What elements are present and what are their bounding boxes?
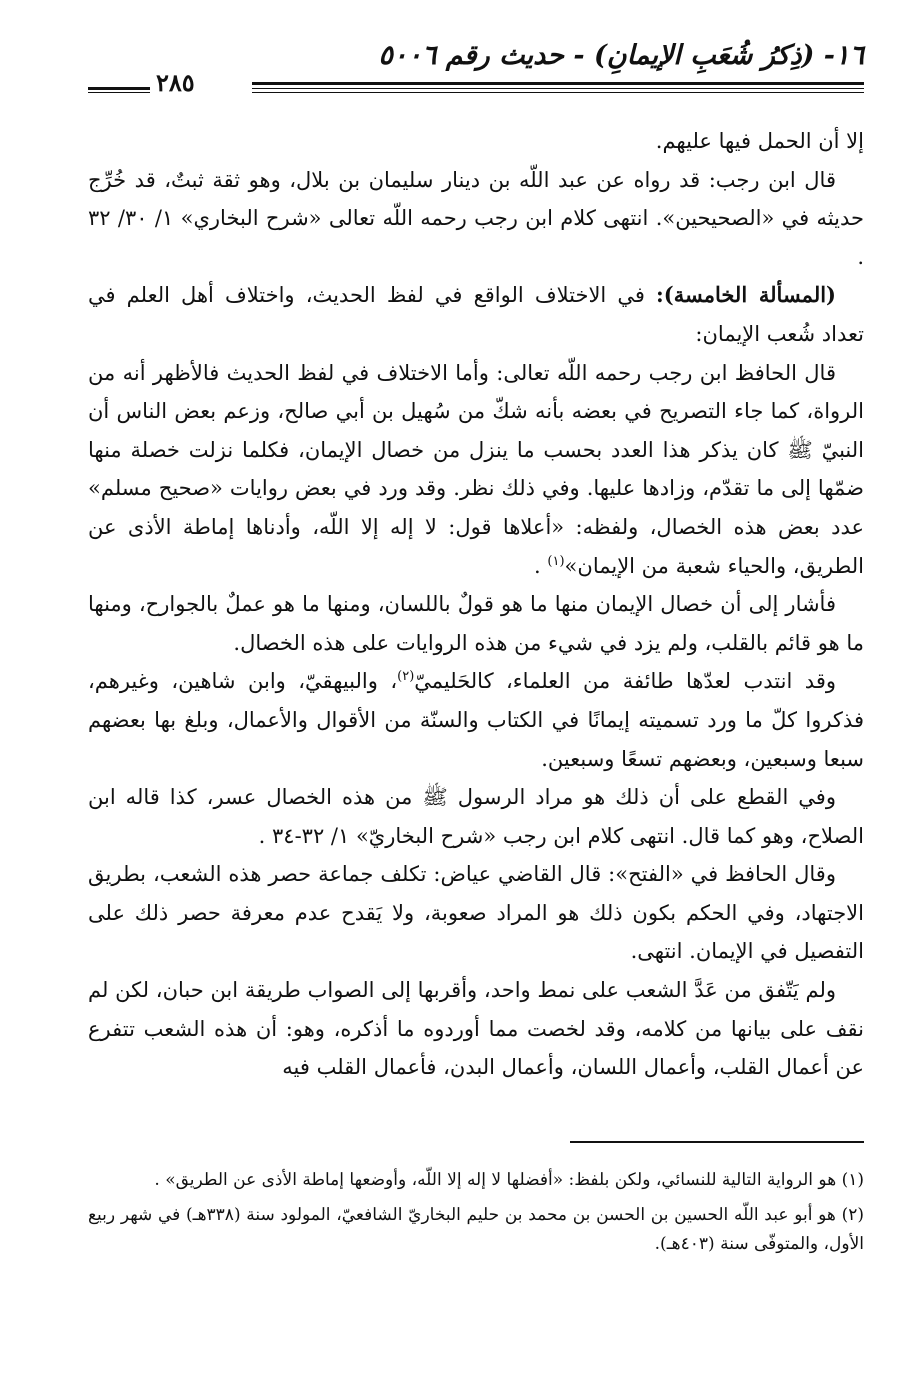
paragraph: وقال الحافظ في «الفتح»: قال القاضي عياض: تكلف جماعة حصر هذه الشعب، بطريق الاجتهاد، وفي الحكم بكون ذلك هو المراد صعوبة، ولا يَقدح عدم معرفة حصر ذلك على التفصيل في الإيمان. انتهى. bbox=[88, 862, 864, 964]
footnote: (٢) هو أبو عبد اللّه الحسين بن الحسن بن محمد بن حليم البخاريّ الشافعيّ، المولود سنة (٣٣٨هـ) في شهر ربيع الأول، والمتوفّى سنة (٤٠٣هـ). bbox=[88, 1205, 864, 1254]
page-header bbox=[88, 40, 864, 100]
footnote-separator bbox=[570, 1141, 864, 1143]
footnotes bbox=[88, 1166, 864, 1263]
section-label: (المسألة الخامسة): bbox=[656, 282, 836, 308]
paragraph: قال ابن رجب: قد رواه عن عبد اللّه بن دينار سليمان بن بلال، وهو ثقة ثبتٌ، قد خُرِّج حديثه في «الصحيحين». انتهى كلام ابن رجب رحمه اللّه تعالى «شرح البخاري» ١/ ٣٠/ ٣٢ . bbox=[88, 167, 864, 269]
paragraph: فأشار إلى أن خصال الإيمان منها ما هو قولٌ باللسان، ومنها ما هو عملٌ بالجوارح، ومنها ما هو قائم بالقلب، ولم يزد في شيء من هذه الروايات على هذه الخصال. bbox=[88, 592, 864, 655]
header-rule bbox=[252, 82, 864, 89]
paragraph: إلا أن الحمل فيها عليهم. bbox=[655, 129, 864, 153]
page-number: ٢٨٥ bbox=[156, 68, 195, 97]
paragraph: (المسألة الخامسة): في الاختلاف الواقع في لفظ الحديث، واختلاف أهل العلم في تعداد شُعب الإيمان: bbox=[88, 282, 864, 346]
paragraph: وقد انتدب لعدّها طائفة من العلماء، كالحَليميّ$^{(٢)}$، والبيهقيّ، وابن شاهين، وغيرهم، فذكروا كلّ ما ورد تسميته إيمانًا في الكتاب والسنّة من الأقوال والأعمال، وبلغ بها بعضهم سبعا وسبعين، وبعضهم تسعًا وسبعين. bbox=[88, 669, 864, 771]
running-title: ١٦- (ذِكرُ شُعَبِ الإيمانِ) - حديث رقم ٥٠٠٦ bbox=[378, 40, 864, 71]
paragraph: وفي القطع على أن ذلك هو مراد الرسول ﷺ من هذه الخصال عسر، كذا قاله ابن الصلاح، وهو كما قال. انتهى كلام ابن رجب «شرح البخاريّ» ١/ ٣٢-٣٤ . bbox=[88, 785, 864, 848]
paragraph: قال الحافظ ابن رجب رحمه اللّه تعالى: وأما الاختلاف في لفظ الحديث فالأظهر أنه من الرواة، كما جاء التصريح في بعضه بأنه شكّ من سُهيل بن أبي صالح، وزعم بعض الناس أن النبيّ ﷺ كان يذكر هذا العدد بحسب ما ينزل من خصال الإيمان، فكلما نزلت خصلة منها ضمّها إلى ما تقدّم، وزادها عليها. وفي ذلك نظر. وقد ورد في بعض روايات «صحيح مسلم» عدد بعض هذه الخصال، ولفظه: «أعلاها قول: لا إله إلا اللّه، وأدناها إماطة الأذى عن الطريق، والحياء شعبة من الإيمان»$^{(١)}$ . bbox=[88, 360, 864, 578]
paragraph: ولم يَتّفق من عَدَّ الشعب على نمط واحد، وأقربها إلى الصواب طريقة ابن حبان، لكن لم نقف على بيانها من كلامه، وقد لخصت مما أوردوه ما أذكره، وهو: أن هذه الشعب تتفرع عن أعمال القلب، وأعمال اللسان، وأعمال البدن، فأعمال القلب فيه bbox=[88, 978, 864, 1080]
header-rule-thin bbox=[252, 92, 864, 93]
footnote-ref[interactable]: (١) bbox=[547, 553, 565, 569]
main-text bbox=[88, 122, 864, 1087]
page-number-rule bbox=[88, 87, 150, 93]
footnote: (١) هو الرواية التالية للنسائي، ولكن بلفظ: «أفضلها لا إله إلا اللّه، وأوضعها إماطة الأذى عن الطريق» . bbox=[154, 1170, 864, 1190]
footnote-ref[interactable]: (٢) bbox=[397, 669, 415, 685]
